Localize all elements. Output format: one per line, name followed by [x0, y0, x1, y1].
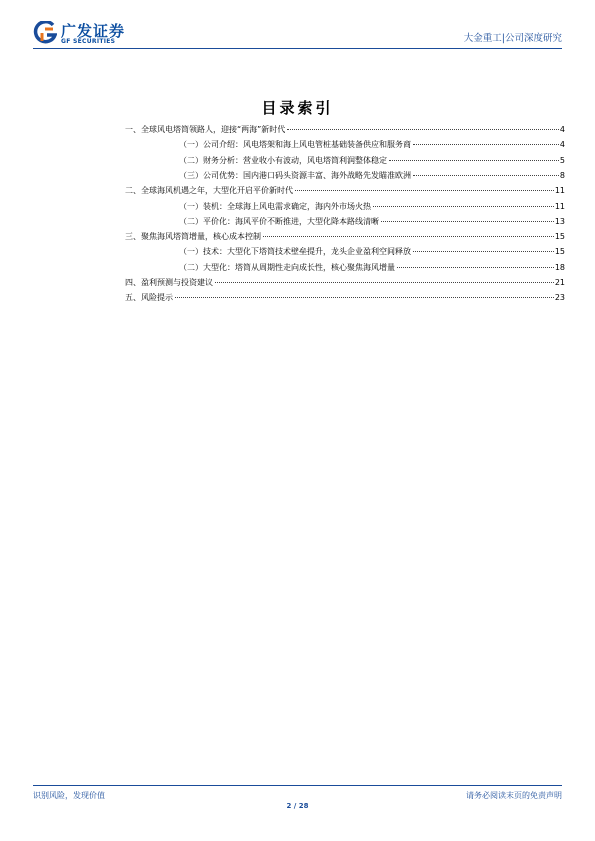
- toc-leader-dots: [295, 190, 554, 191]
- toc-title: 目录索引: [261, 99, 334, 117]
- toc-entry-label: （二）平价化：海风平价不断推进，大型化降本路线清晰: [179, 216, 379, 226]
- report-type-label: 大金重工|公司深度研究: [463, 33, 562, 44]
- toc-entry-page: 5: [559, 155, 565, 165]
- footer-disclaimer-note: 请务必阅读末页的免责声明: [466, 791, 562, 800]
- toc-entry-label: 一、全球风电塔筒领路人，迎接“两海”新时代: [125, 125, 286, 134]
- toc-entry[interactable]: [179, 171, 565, 181]
- toc-leader-dots: [263, 236, 554, 237]
- toc-entry[interactable]: [179, 217, 565, 227]
- toc-entry-label: 三、聚焦海风塔筒增量，核心成本控制: [125, 232, 261, 242]
- toc-entry[interactable]: [179, 247, 565, 257]
- toc-leader-dots: [413, 251, 554, 252]
- toc-leader-dots: [287, 129, 559, 130]
- toc-leader-dots: [413, 144, 559, 145]
- toc-entry-label: （一）公司介绍：风电塔架和海上风电管桩基础装备供应和服务商: [179, 140, 411, 150]
- footer-slogan: 识别风险，发现价值: [33, 791, 105, 800]
- logo-chinese-text: 广发证券: [61, 22, 126, 40]
- gf-securities-logo: [33, 18, 153, 48]
- toc-entry-page: 8: [559, 170, 565, 180]
- toc-leader-dots: [175, 297, 554, 298]
- toc-leader-dots: [389, 160, 559, 161]
- toc-entry-label: 五、风险提示: [125, 293, 173, 303]
- toc-entry-page: 11: [554, 201, 565, 211]
- toc-entry-label: （一）装机：全球海上风电需求确定，海内外市场火热: [179, 201, 371, 211]
- toc-leader-dots: [215, 282, 554, 283]
- toc-leader-dots: [373, 206, 554, 207]
- toc-entry-page: 15: [554, 247, 565, 257]
- toc-entry-page: 18: [554, 262, 565, 272]
- toc-entry-label: （二）财务分析：营业收小有波动，风电塔筒利润整体稳定: [179, 155, 387, 165]
- toc-entry-page: 11: [554, 186, 565, 196]
- toc-entry[interactable]: [125, 125, 565, 135]
- toc-entry-label: （二）大型化：塔筒从周期性走向成长性，核心聚焦海风增量: [179, 262, 395, 272]
- toc-entry-page: 4: [559, 140, 565, 150]
- footer-divider: [33, 785, 562, 786]
- page-number: 2 / 28: [286, 802, 309, 810]
- toc-entry[interactable]: [179, 202, 565, 212]
- toc-entry-label: （三）公司优势：国内港口码头资源丰富、海外战略先发瞄准欧洲: [179, 170, 411, 180]
- toc-entry[interactable]: [179, 263, 565, 273]
- toc-entry[interactable]: [179, 140, 565, 150]
- header-divider: [33, 48, 562, 49]
- toc-entry[interactable]: [179, 156, 565, 166]
- toc-leader-dots: [413, 175, 559, 176]
- toc-entry-label: 二、全球海风机遇之年，大型化开启平价新时代: [125, 186, 293, 196]
- toc-entry[interactable]: [125, 278, 565, 288]
- toc-leader-dots: [381, 221, 554, 222]
- toc-entry-page: 15: [554, 232, 565, 242]
- toc-entry[interactable]: [125, 293, 565, 303]
- toc-entry-page: 4: [559, 125, 565, 134]
- gf-logo-icon: [33, 21, 57, 45]
- page-header: [33, 18, 562, 48]
- toc-entry-page: 21: [554, 278, 565, 287]
- toc-entry-page: 23: [554, 293, 565, 303]
- toc-entry[interactable]: [125, 232, 565, 242]
- logo-english-text: GF SECURITIES: [61, 38, 116, 45]
- toc-entry[interactable]: [125, 186, 565, 196]
- toc-entry-label: 四、盈利预测与投资建议: [125, 278, 213, 287]
- toc-entry-label: （一）技术：大型化下塔筒技术壁垒提升，龙头企业盈利空间释放: [179, 247, 411, 257]
- toc-entry-page: 13: [554, 216, 565, 226]
- toc-leader-dots: [397, 267, 554, 268]
